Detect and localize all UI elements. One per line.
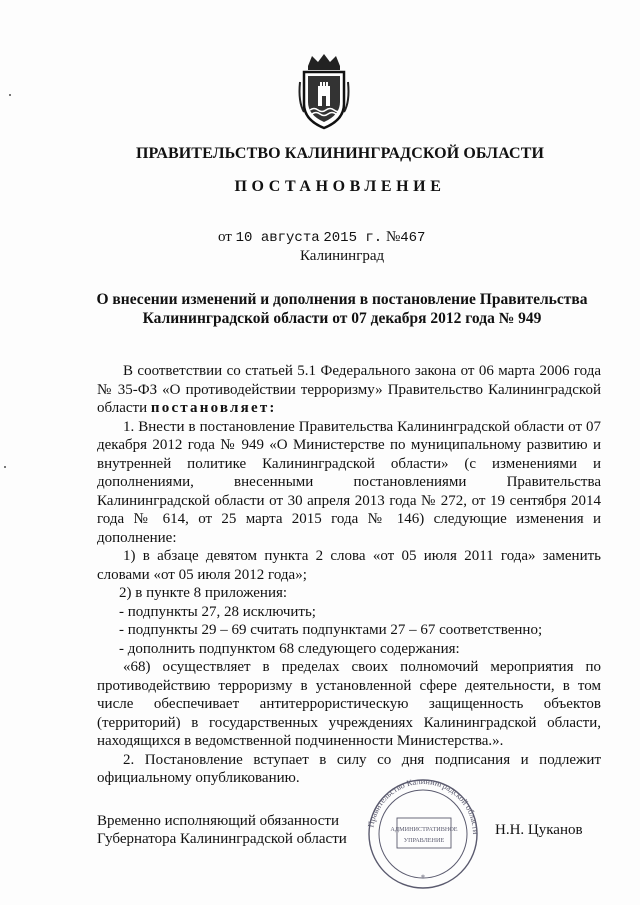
position-line-2: Губернатора Калининградской области [97,831,347,847]
stamp-inner-line-2: УПРАВЛЕНИЕ [403,837,445,844]
dash-item-1: - подпункты 27, 28 исключить; [119,603,316,620]
year: 2015 г. [323,230,383,246]
dash-item-3: - дополнить подпунктом 68 следующего содержания: [119,640,460,657]
document-subject: О внесении изменений и дополнения в постановление Правительства Калининградской области от 07 декабря 2012 года № 949 [96,291,588,327]
date-line [218,229,425,246]
signatory-position [97,812,347,848]
scan-speck [4,466,6,468]
paragraph-1-2: 2) в пункте 8 приложения: [119,585,288,601]
resolves-word: постановляет: [150,400,277,416]
date-prefix: от [218,229,232,245]
intro-paragraph [97,362,601,418]
intro-text: В соответствии со статьей 5.1 Федерального закона от 06 марта 2006 года № 35-ФЗ «О противодействии терроризму» Правительство Калининградской области [97,363,601,416]
position-line-1: Временно исполняющий обязанности [97,813,340,829]
document-number: 467 [400,230,426,246]
paragraph-1: 1. Внести в постановление Правительства Калининградской области от 07 декабря 2012 года № 949 «О Министерстве по муниципальному развитию и внутренней политике Калининградской области» (с изменениями и дополнениями, внесенными постановлениями Правительства Калининградской области от 30 апреля 2013 года № 272, от 19 сентября 2014 года № 614, от 25 марта 2015 года № 146) следующие изменения и дополнение: [97,418,601,546]
government-title: ПРАВИТЕЛЬСТВО КАЛИНИНГРАДСКОЙ ОБЛАСТИ [135,145,545,162]
paragraph-2: 2. Постановление вступает в силу со дня подписания и подлежит официальному опубликованию. [97,751,601,786]
official-seal-icon [363,778,483,890]
scan-speck [9,94,11,96]
paragraph-1-1: 1) в абзаце девятом пункта 2 слова «от 05 июля 2011 года» заменить словами «от 05 июля 2012 года»; [97,548,601,583]
signatory-name: Н.Н. Цуканов [495,822,583,838]
quoted-subpoint-68: «68) осуществляет в пределах своих полномочий мероприятия по противодействию терроризму в установленной сфере деятельности, в том числе обеспечивает антитеррористическую защищенность объектов (территорий) в государственных учреждениях Калининградской области, находящихся в ведомственной подчиненности Министерства.». [97,659,601,749]
stamp-inner-line-1: АДМИНИСТРАТИВНОЕ [390,826,458,833]
city: Калининград [300,248,385,264]
coat-of-arms-icon [296,52,352,132]
date-value: 10 августа [235,230,320,246]
svg-text:*: * [421,873,425,882]
document-type: ПОСТАНОВЛЕНИЕ [234,178,446,195]
dash-item-2: - подпункты 29 – 69 считать подпунктами 27 – 67 соответственно; [119,622,543,638]
stamp-ring-text: Правительство Калининградской области [365,778,482,835]
document-body [97,362,601,788]
number-sign: № [385,229,401,245]
